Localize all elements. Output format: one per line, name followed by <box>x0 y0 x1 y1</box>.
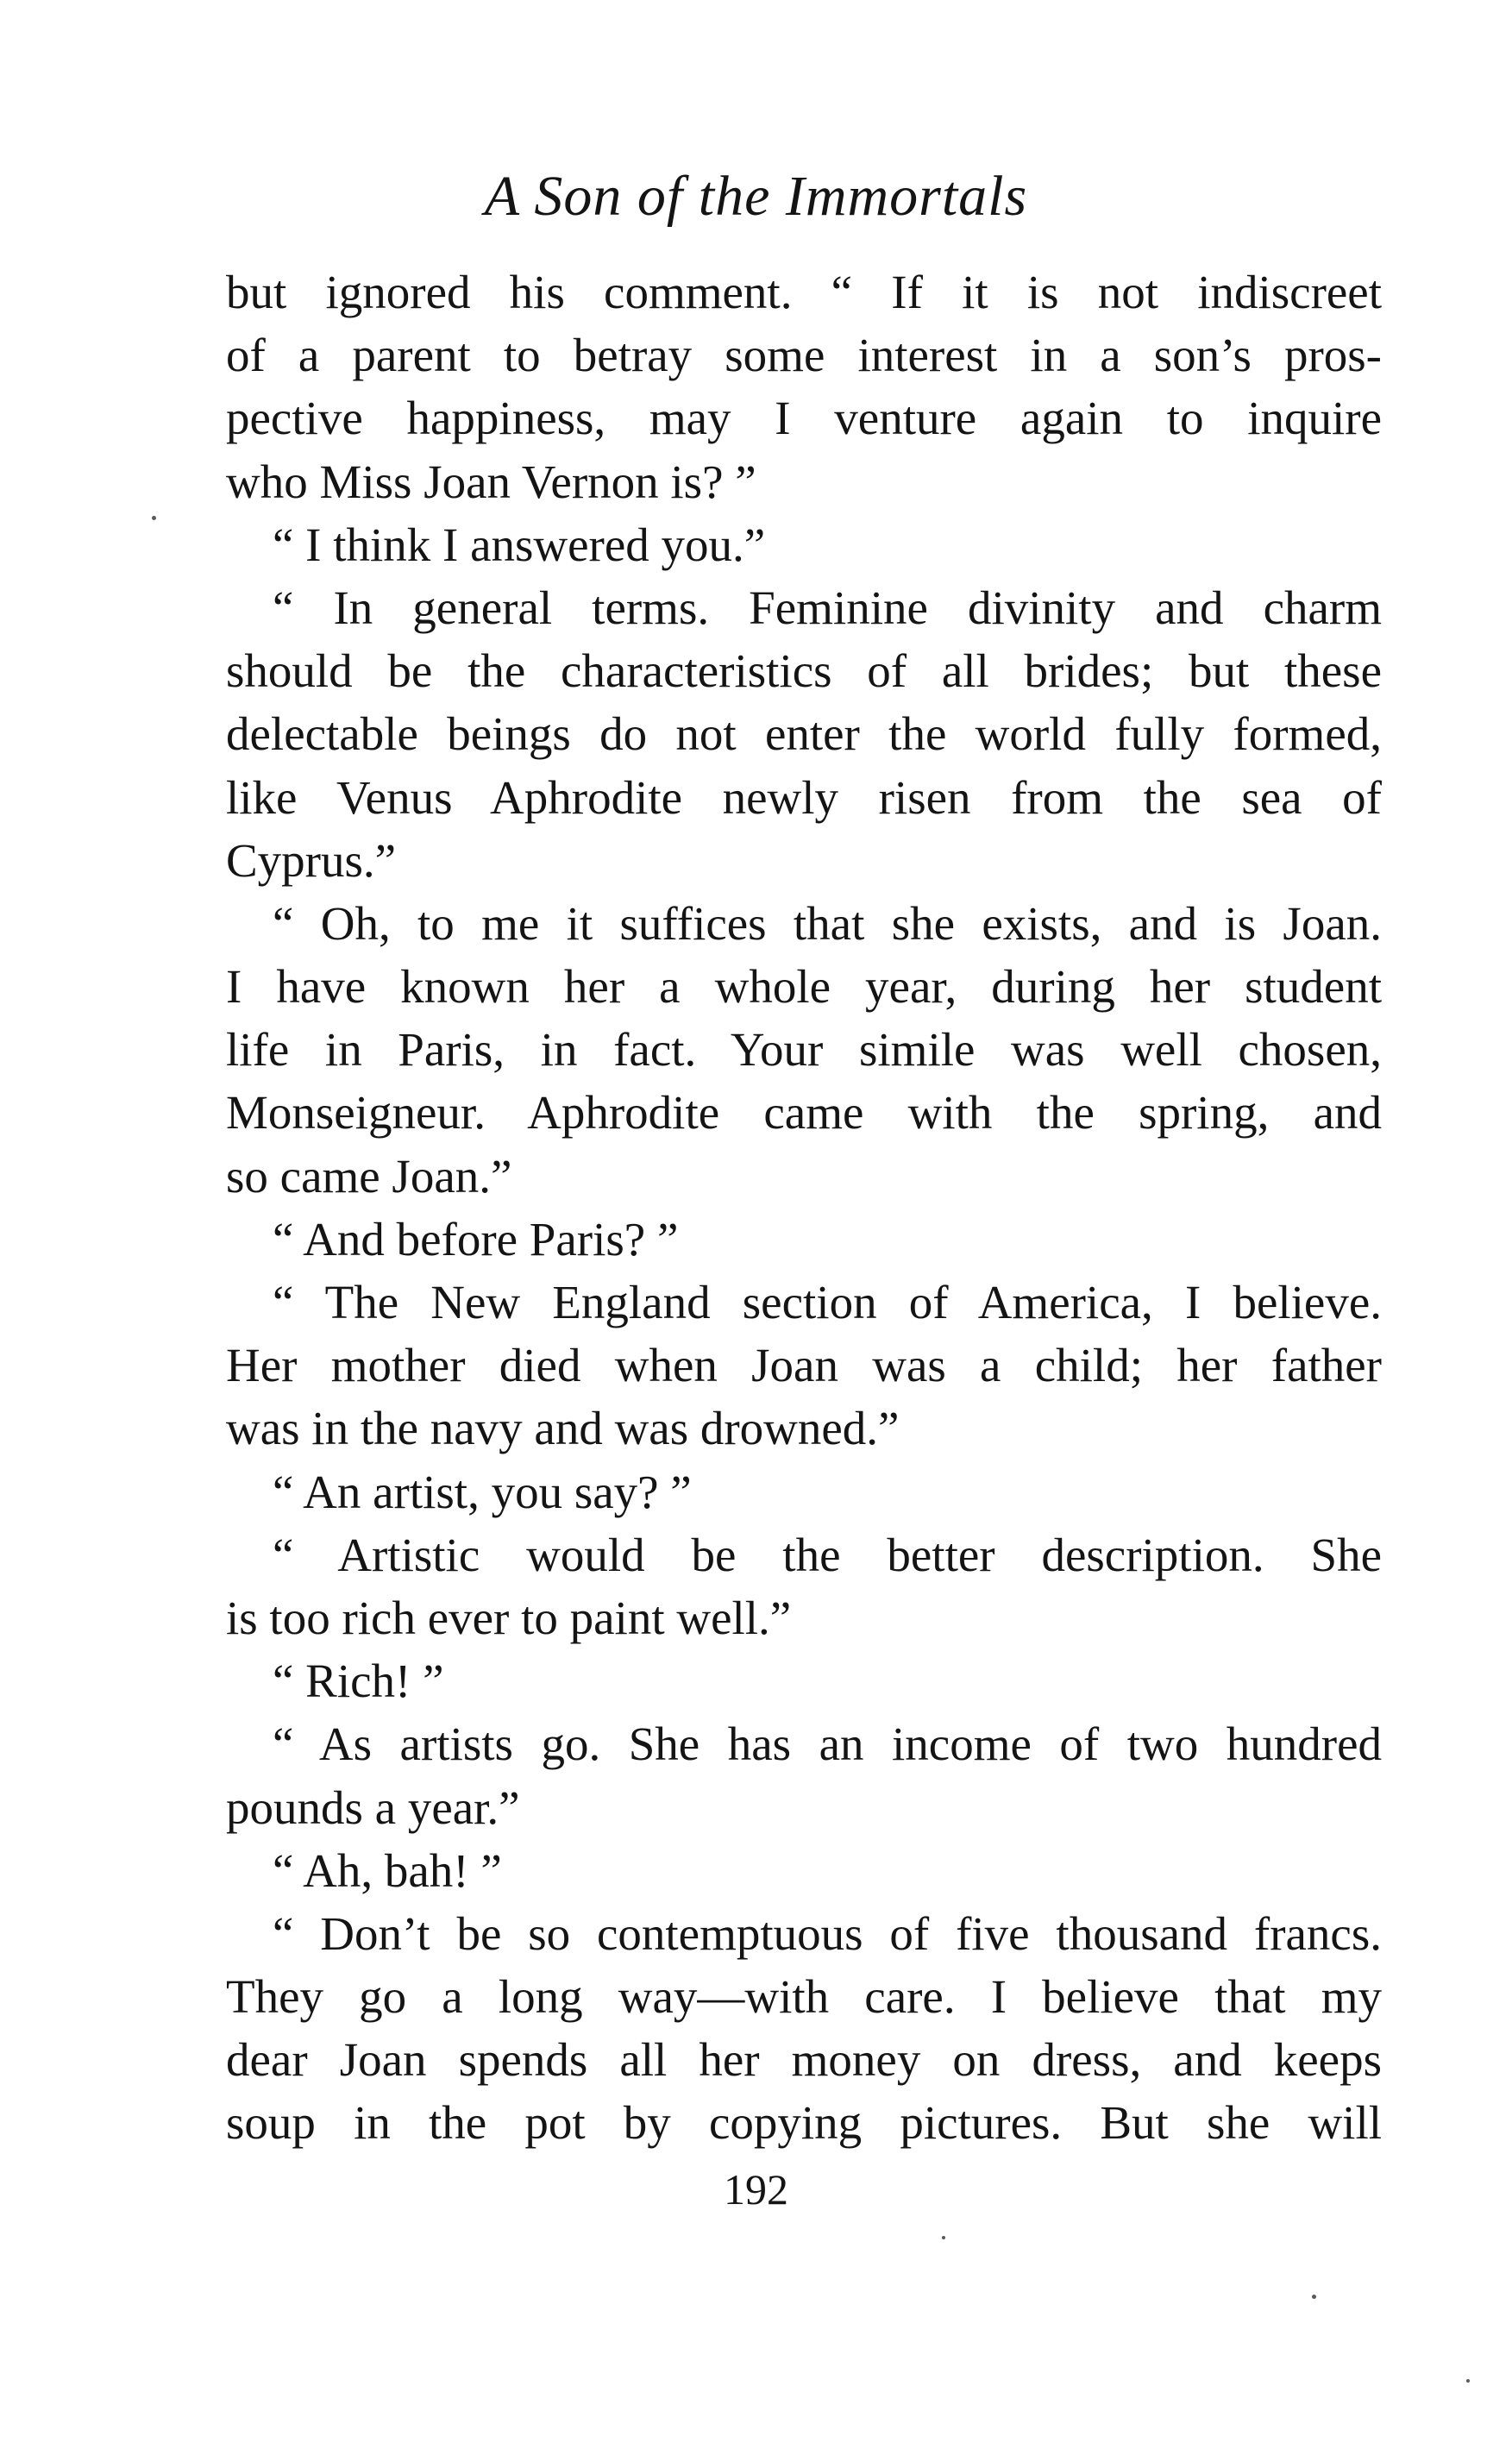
text-line: “ Rich! ” <box>273 1655 444 1708</box>
text-line: like Venus Aphrodite newly risen from the sea of <box>226 770 1382 824</box>
text-line: pounds a year.” <box>226 1780 520 1834</box>
text-line: should be the characteristics of all brides; but these <box>226 644 1382 698</box>
text-line: Her mother died when Joan was a child; her father <box>226 1339 1382 1392</box>
text-line: life in Paris, in fact. Your simile was well chosen, <box>226 1023 1382 1077</box>
text-line: “ And before Paris? ” <box>273 1212 679 1265</box>
text-line: Cyprus.” <box>226 833 397 887</box>
text-line: who Miss Joan Vernon is? ” <box>226 455 756 508</box>
scan-speck <box>1466 2379 1470 2383</box>
text-line: “ In general terms. Feminine divinity and charm <box>273 581 1382 634</box>
text-line: dear Joan spends all her money on dress, and keeps <box>226 2033 1382 2087</box>
text-line: pective happiness, may I venture again to inquire <box>226 392 1382 445</box>
text-line: “ The New England section of America, I believe. <box>273 1276 1382 1328</box>
text-line: so came Joan.” <box>226 1149 512 1203</box>
text-line: I have known her a whole year, during her student <box>226 960 1382 1014</box>
scan-speck <box>1312 2295 1316 2299</box>
body-text <box>226 261 1382 2155</box>
text-line: is too rich ever to paint well.” <box>226 1591 792 1644</box>
text-line: “ Don’t be so contemptuous of five thousand francs. <box>273 1906 1382 1960</box>
text-line: delectable beings do not enter the world fully formed, <box>226 707 1382 761</box>
text-line: Monseigneur. Aphrodite came with the spring, and <box>226 1086 1382 1140</box>
text-line: soup in the pot by copying pictures. But she will <box>226 2096 1382 2150</box>
scan-speck <box>152 516 156 520</box>
text-line: “ As artists go. She has an income of two hundred <box>273 1717 1382 1771</box>
text-line: “ Artistic would be the better description. She <box>273 1528 1382 1581</box>
text-line: “ Oh, to me it suffices that she exists, and is Joan. <box>273 896 1382 950</box>
running-head: A Son of the Immortals <box>484 165 1028 228</box>
text-line: but ignored his comment. “ If it is not indiscreet <box>226 266 1382 318</box>
text-line: “ I think I answered you.” <box>273 518 766 571</box>
text-line: was in the navy and was drowned.” <box>226 1402 900 1455</box>
scan-speck <box>942 2236 945 2239</box>
text-line: They go a long way—with care. I believe that my <box>226 1970 1382 2024</box>
text-line: “ Ah, bah! ” <box>273 1843 502 1897</box>
text-line: of a parent to betray some interest in a son’s pros- <box>226 329 1382 382</box>
page-number: 192 <box>724 2165 788 2214</box>
text-line: “ An artist, you say? ” <box>273 1465 692 1518</box>
